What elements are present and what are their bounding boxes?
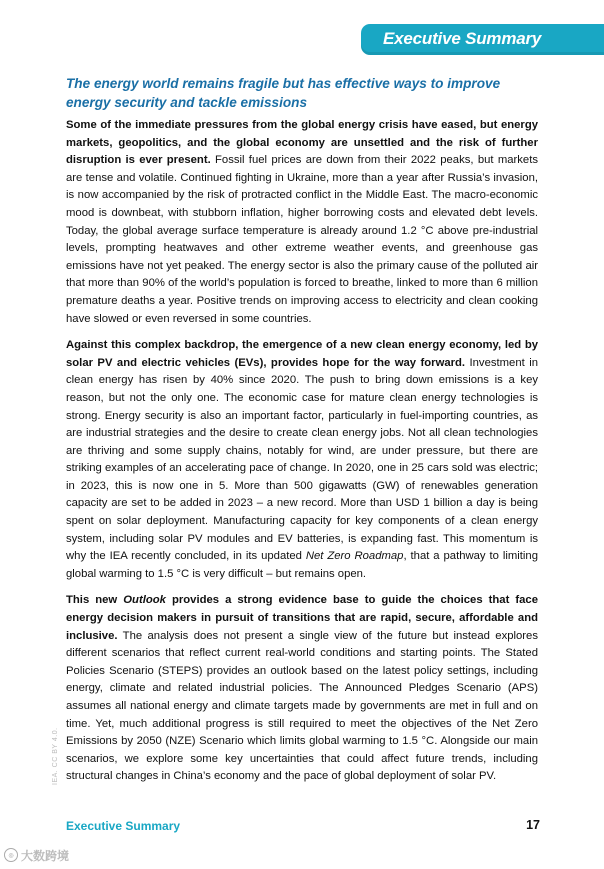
text-run: provides a strong evidence base to guide the choices that face energy decision makers in pursuit of transitions that are rapid, secure, affordable and inclusive. — [66, 594, 538, 642]
text-run: The analysis does not present a single view of the future but instead explores different scenarios that reflect current real-world conditions and starting points. The Stated Policies Scenario (STEPS) provides an outlook based on the latest policy settings, including energy, climate and related industrial policies. The Announced Pledges Scenario (APS) assumes all national energy and climate targets made by governments are met in full and on time. Yet, much additional progress is still required to meet the objectives of the Net Zero Emissions by 2050 (NZE) Scenario which limits global warming to 1.5 °C. Alongside our main scenarios, we explore some key uncertainties that could affect future trends, including structural changes in China’s economy and the pace of global deployment of solar PV. — [66, 629, 538, 783]
page-content — [66, 74, 538, 795]
paragraph — [66, 592, 538, 786]
paragraph — [66, 117, 538, 328]
section-banner — [361, 24, 604, 55]
watermark — [4, 846, 69, 864]
text-run: Outlook — [123, 594, 166, 607]
paragraph — [66, 337, 538, 583]
footer-section-title: Executive Summary — [66, 819, 181, 833]
text-run: Against this complex backdrop, the emergence of a new clean energy economy, led by solar PV and electric vehicles (EVs), provides hope for the way forward. — [66, 339, 538, 369]
text-run: Investment in clean energy has risen by 40% since 2020. The push to bring down emissions is a key reason, but not the only one. The economic case for mature clean energy technologies is strong. Energy security is also an important factor, particularly in fuel-importing countries, as are industrial strategies and the desire to create clean energy jobs. Not all clean technologies are thriving and some supply chains, notably for wind, are under pressure, but there are striking examples of an accelerating pace of change. In 2020, one in 25 cars sold was electric; in 2023, this is now one in 5. More than 500 gigawatts (GW) of renewables generation capacity are set to be added in 2023 – a new record. More than USD 1 billion a day is being spent on solar deployment. Manufacturing capacity for key components of a clean energy system, including solar PV modules and EV batteries, is expanding fast. This momentum is why the IEA recently concluded, in its updated — [66, 356, 538, 563]
watermark-text: 大数跨境 — [21, 848, 70, 863]
text-run: , that a pathway to limiting global warming to 1.5 °C is very difficult – but remains open. — [66, 550, 538, 580]
license-note: IEA. CC BY 4.0. — [52, 727, 59, 785]
text-run: Fossil fuel prices are down from their 2022 peaks, but markets are tense and volatile. Continued fighting in Ukraine, more than a year after Russia’s invasion, is now accompanied by the risk of protracted conflict in the Middle East. The macro-economic mood is downbeat, with stubborn inflation, higher borrowing costs and elevated debt levels. Today, the global average surface temperature is already around 1.2 °C above pre-industrial levels, prompting heatwaves and other extreme weather events, and greenhouse gas emissions have not yet peaked. The energy sector is also the primary cause of the polluted air that more than 90% of the world’s population is forced to breathe, linked to more than 6 million premature deaths a year. Positive trends on improving access to electricity and clean cooking have slowed or even reversed in some countries. — [66, 154, 538, 325]
text-run: Some of the immediate pressures from the global energy crisis have eased, but energy markets, geopolitics, and the global economy are unsettled and the risk of further disruption is ever present. — [66, 119, 538, 167]
watermark-logo-icon: ◎ — [4, 848, 18, 862]
page-number: 17 — [526, 818, 540, 832]
banner-title: Executive Summary — [383, 29, 542, 48]
text-run: This new — [66, 594, 124, 607]
section-heading: The energy world remains fragile but has effective ways to improve energy security and tackle emissions — [66, 76, 501, 110]
text-run: Net Zero Roadmap — [305, 550, 404, 563]
